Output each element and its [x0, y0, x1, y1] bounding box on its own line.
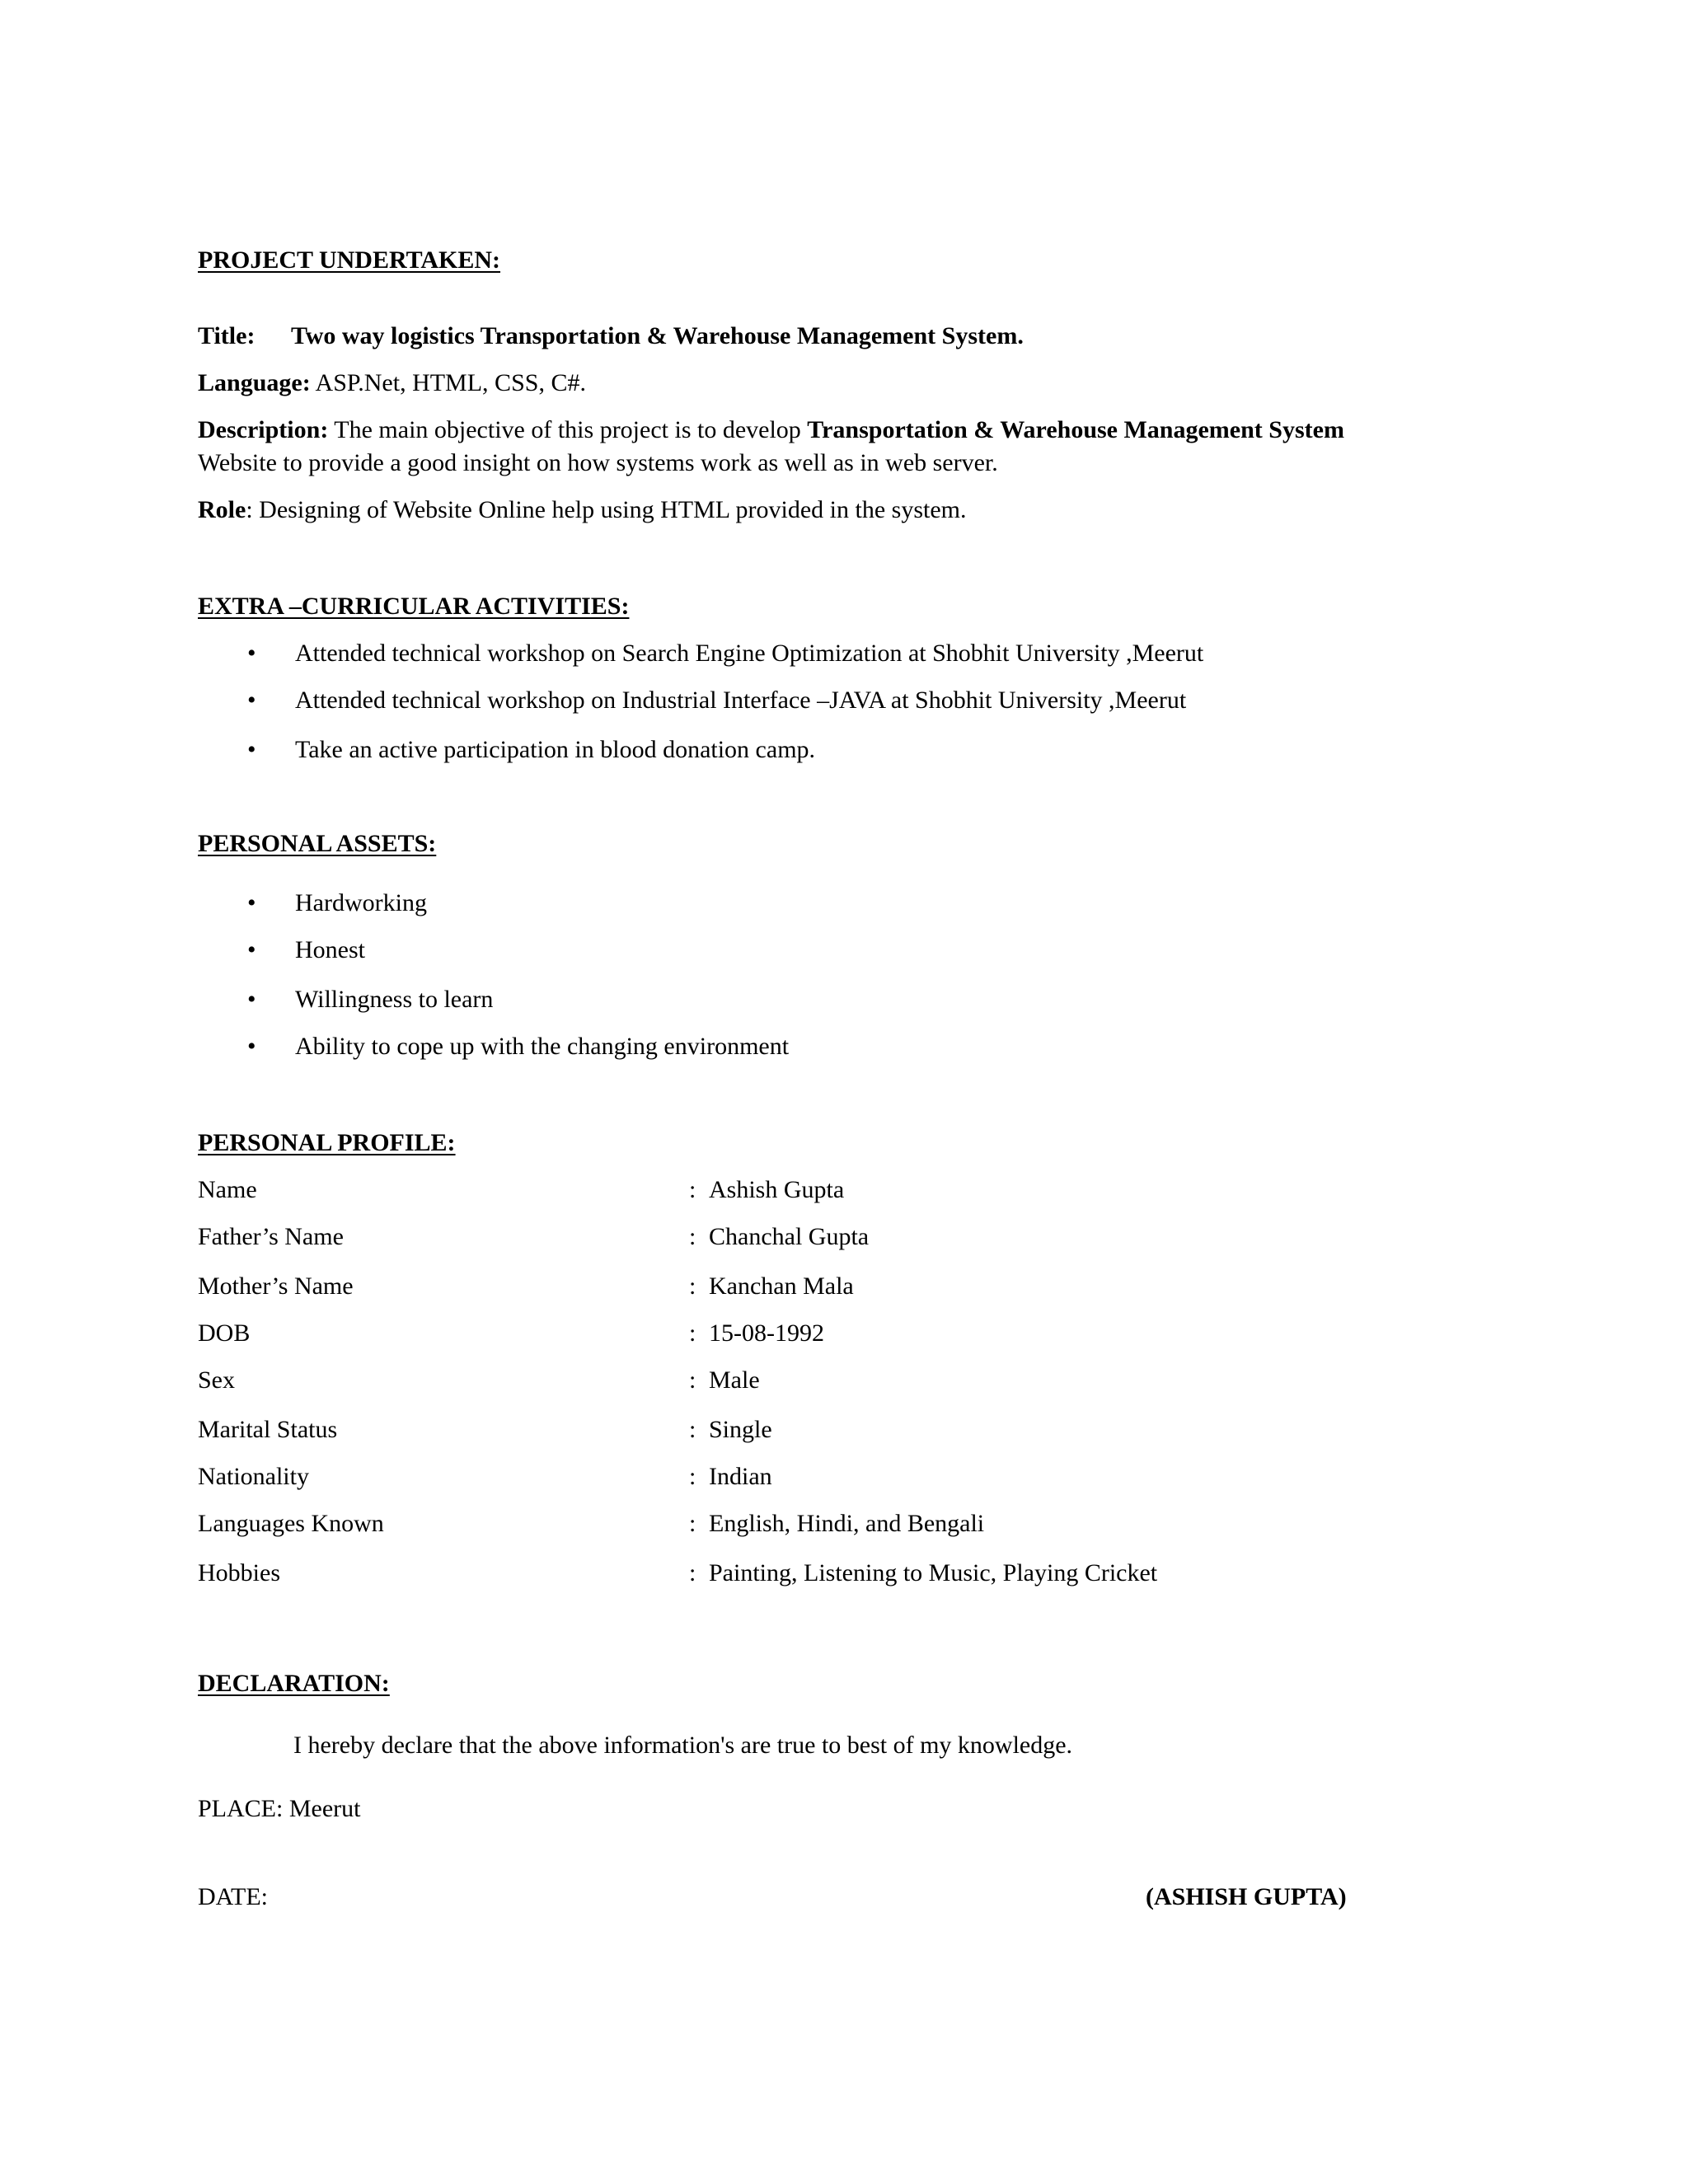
title-label: Title:: [198, 322, 256, 349]
profile-separator: :: [689, 1319, 696, 1347]
project-heading: PROJECT UNDERTAKEN:: [198, 246, 501, 274]
asset-item: Ability to cope up with the changing environment: [295, 1033, 790, 1060]
profile-value: Ashish Gupta: [709, 1176, 845, 1203]
profile-label: Marital Status: [198, 1416, 338, 1443]
profile-separator: :: [689, 1272, 696, 1300]
description-text-2: Website to provide a good insight on how systems work as well as in web server.: [198, 449, 998, 476]
profile-value: Male: [709, 1366, 760, 1394]
profile-label: DOB: [198, 1319, 251, 1347]
project-title: [198, 321, 1024, 351]
project-language: [198, 368, 586, 398]
bullet: •: [247, 1033, 256, 1060]
profile-separator: :: [689, 1176, 696, 1203]
extra-item: Attended technical workshop on Industrial Interface –JAVA at Shobhit University ,Meerut: [295, 687, 1187, 714]
bullet: •: [247, 640, 256, 667]
profile-label: Mother’s Name: [198, 1272, 354, 1300]
signature-name: (ASHISH GUPTA): [1146, 1883, 1347, 1910]
declaration-heading: DECLARATION:: [198, 1670, 390, 1697]
profile-separator: :: [689, 1223, 696, 1250]
language-label: Language:: [198, 369, 311, 396]
profile-value: 15-08-1992: [709, 1319, 824, 1347]
place: PLACE: Meerut: [198, 1795, 361, 1822]
assets-heading: PERSONAL ASSETS:: [198, 830, 437, 857]
profile-label: Hobbies: [198, 1559, 280, 1586]
profile-value: Single: [709, 1416, 772, 1443]
bullet: •: [247, 936, 256, 963]
description-bold: Transportation & Warehouse Management System: [807, 416, 1344, 443]
declaration-text: I hereby declare that the above information's are true to best of my knowledge.: [293, 1732, 1073, 1759]
profile-value: Kanchan Mala: [709, 1272, 854, 1300]
profile-separator: :: [689, 1366, 696, 1394]
bullet: •: [247, 687, 256, 714]
asset-item: Honest: [295, 936, 365, 963]
project-role: [198, 495, 966, 525]
profile-separator: :: [689, 1510, 696, 1537]
role-value: : Designing of Website Online help using HTML provided in the system.: [246, 496, 967, 523]
profile-separator: :: [689, 1559, 696, 1586]
bullet: •: [247, 986, 256, 1013]
profile-heading: PERSONAL PROFILE:: [198, 1129, 456, 1156]
profile-value: Painting, Listening to Music, Playing Cricket: [709, 1559, 1158, 1586]
title-value: Two way logistics Transportation & Warehouse Management System.: [290, 322, 1024, 349]
profile-label: Sex: [198, 1366, 235, 1394]
profile-label: Nationality: [198, 1463, 309, 1490]
asset-item: Willingness to learn: [295, 986, 494, 1013]
role-label: Role: [198, 496, 246, 523]
language-value: ASP.Net, HTML, CSS, C#.: [315, 369, 586, 396]
extra-item: Take an active participation in blood donation camp.: [295, 736, 816, 763]
profile-value: English, Hindi, and Bengali: [709, 1510, 985, 1537]
profile-label: Name: [198, 1176, 257, 1203]
date: DATE:: [198, 1883, 268, 1910]
extra-item: Attended technical workshop on Search Engine Optimization at Shobhit University ,Meerut: [295, 640, 1204, 667]
description-label: Description:: [198, 416, 329, 443]
bullet: •: [247, 736, 256, 763]
description-text: The main objective of this project is to develop: [334, 416, 801, 443]
profile-value: Chanchal Gupta: [709, 1223, 870, 1250]
bullet: •: [247, 889, 256, 916]
profile-value: Indian: [709, 1463, 772, 1490]
extra-heading: EXTRA –CURRICULAR ACTIVITIES:: [198, 593, 630, 620]
profile-separator: :: [689, 1463, 696, 1490]
profile-separator: :: [689, 1416, 696, 1443]
asset-item: Hardworking: [295, 889, 427, 916]
profile-label: Father’s Name: [198, 1223, 344, 1250]
project-description: [198, 415, 1344, 445]
profile-label: Languages Known: [198, 1510, 384, 1537]
